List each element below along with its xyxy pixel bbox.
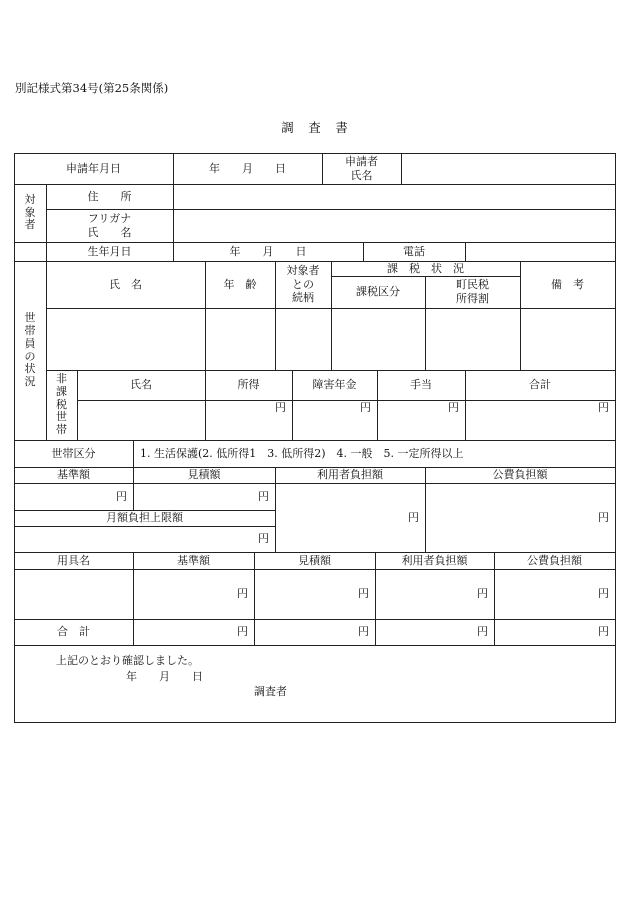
household-side-label: 世帯員の状況 <box>24 310 36 389</box>
birthdate-value: 年 月 日 <box>229 244 307 258</box>
nontax-pension-yen: 円 <box>360 400 371 414</box>
nontax-income-yen: 円 <box>275 400 286 414</box>
nontax-side-label: 非課税世帯 <box>56 371 67 437</box>
base-amount-yen: 円 <box>116 489 127 503</box>
user-burden-header: 利用者負担額 <box>317 468 383 482</box>
survey-form <box>14 153 615 723</box>
tool-name-header: 用具名 <box>57 553 90 567</box>
tool-total-label: 合 計 <box>57 625 90 639</box>
household-category-options: 1. 生活保護(2. 低所得1 3. 低所得2) 4. 一般 5. 一定所得以上 <box>140 446 464 460</box>
tax-category-header: 課税区分 <box>356 285 400 299</box>
nontax-total-header: 合計 <box>529 378 551 392</box>
town-tax-header: 町民税 所得割 <box>456 278 489 305</box>
base-amount-header: 基準額 <box>57 468 90 482</box>
household-age-header: 年 齢 <box>223 277 257 291</box>
applicant-name-field[interactable] <box>402 154 614 183</box>
form-number: 別記様式第34号(第25条関係) <box>15 81 169 95</box>
tool-user-burden-header: 利用者負担額 <box>401 553 468 567</box>
document-title: 調 査 書 <box>281 120 349 135</box>
household-remarks-cell[interactable] <box>521 309 614 369</box>
nontax-allowance-yen: 円 <box>448 400 459 414</box>
estimate-header: 見積額 <box>187 468 221 482</box>
nontax-pension-header: 障害年金 <box>312 378 357 392</box>
nontax-name-header: 氏名 <box>130 378 152 392</box>
household-tax-category-cell[interactable] <box>332 309 424 369</box>
tool-yen: 円 <box>598 587 609 601</box>
household-category-label: 世帯区分 <box>51 446 96 460</box>
nontax-income-header: 所得 <box>237 378 260 392</box>
tool-yen: 円 <box>358 587 369 601</box>
household-relation-cell[interactable] <box>276 309 330 369</box>
furigana-name-label: フリガナ 氏 名 <box>87 211 132 239</box>
household-name-cell[interactable] <box>47 309 204 369</box>
tool-yen: 円 <box>237 587 248 601</box>
subject-side-label: 対象者 <box>24 192 36 232</box>
confirm-text: 上記のとおり確認しました。 <box>56 654 199 668</box>
household-age-cell[interactable] <box>206 309 274 369</box>
tool-total-yen: 円 <box>358 625 369 639</box>
tax-status-header: 課 税 状 況 <box>387 261 464 275</box>
user-burden-yen: 円 <box>408 510 419 524</box>
remarks-header: 備 考 <box>551 277 584 291</box>
tool-total-yen: 円 <box>237 625 248 639</box>
grid-line <box>14 645 616 646</box>
tool-total-yen: 円 <box>598 625 609 639</box>
household-town-tax-cell[interactable] <box>426 309 519 369</box>
tool-yen: 円 <box>477 587 488 601</box>
subject-name-field[interactable] <box>174 210 614 241</box>
tool-base-header: 基準額 <box>177 553 210 567</box>
tool-public-burden-header: 公費負担額 <box>527 553 582 567</box>
nontax-total-yen: 円 <box>598 400 609 414</box>
phone-field[interactable] <box>466 243 614 260</box>
birthdate-label: 生年月日 <box>87 244 132 258</box>
monthly-limit-label: 月額負担上限額 <box>106 511 183 525</box>
applicant-name-label: 申請者 氏名 <box>345 154 378 182</box>
tool-name-cell[interactable] <box>15 570 132 618</box>
household-name-header: 氏 名 <box>109 277 142 291</box>
confirm-date: 年 月 日 <box>126 670 203 684</box>
phone-label: 電話 <box>403 244 425 258</box>
nontax-name-cell[interactable] <box>78 401 204 439</box>
tool-total-yen: 円 <box>477 625 488 639</box>
grid-line <box>615 153 616 723</box>
grid-line <box>14 722 616 723</box>
address-field[interactable] <box>174 185 614 208</box>
tool-estimate-header: 見積額 <box>298 553 331 567</box>
nontax-allowance-header: 手当 <box>410 378 432 392</box>
public-burden-header: 公費負担額 <box>492 468 548 482</box>
address-label: 住 所 <box>87 189 132 203</box>
application-date-label: 申請年月日 <box>66 161 121 175</box>
household-relation-header: 対象者 との 続柄 <box>286 263 320 305</box>
investigator-label: 調査者 <box>254 685 287 699</box>
application-date-value: 年 月 日 <box>209 161 286 175</box>
monthly-limit-yen: 円 <box>258 532 269 546</box>
estimate-yen: 円 <box>258 489 269 503</box>
public-burden-yen: 円 <box>598 510 609 524</box>
